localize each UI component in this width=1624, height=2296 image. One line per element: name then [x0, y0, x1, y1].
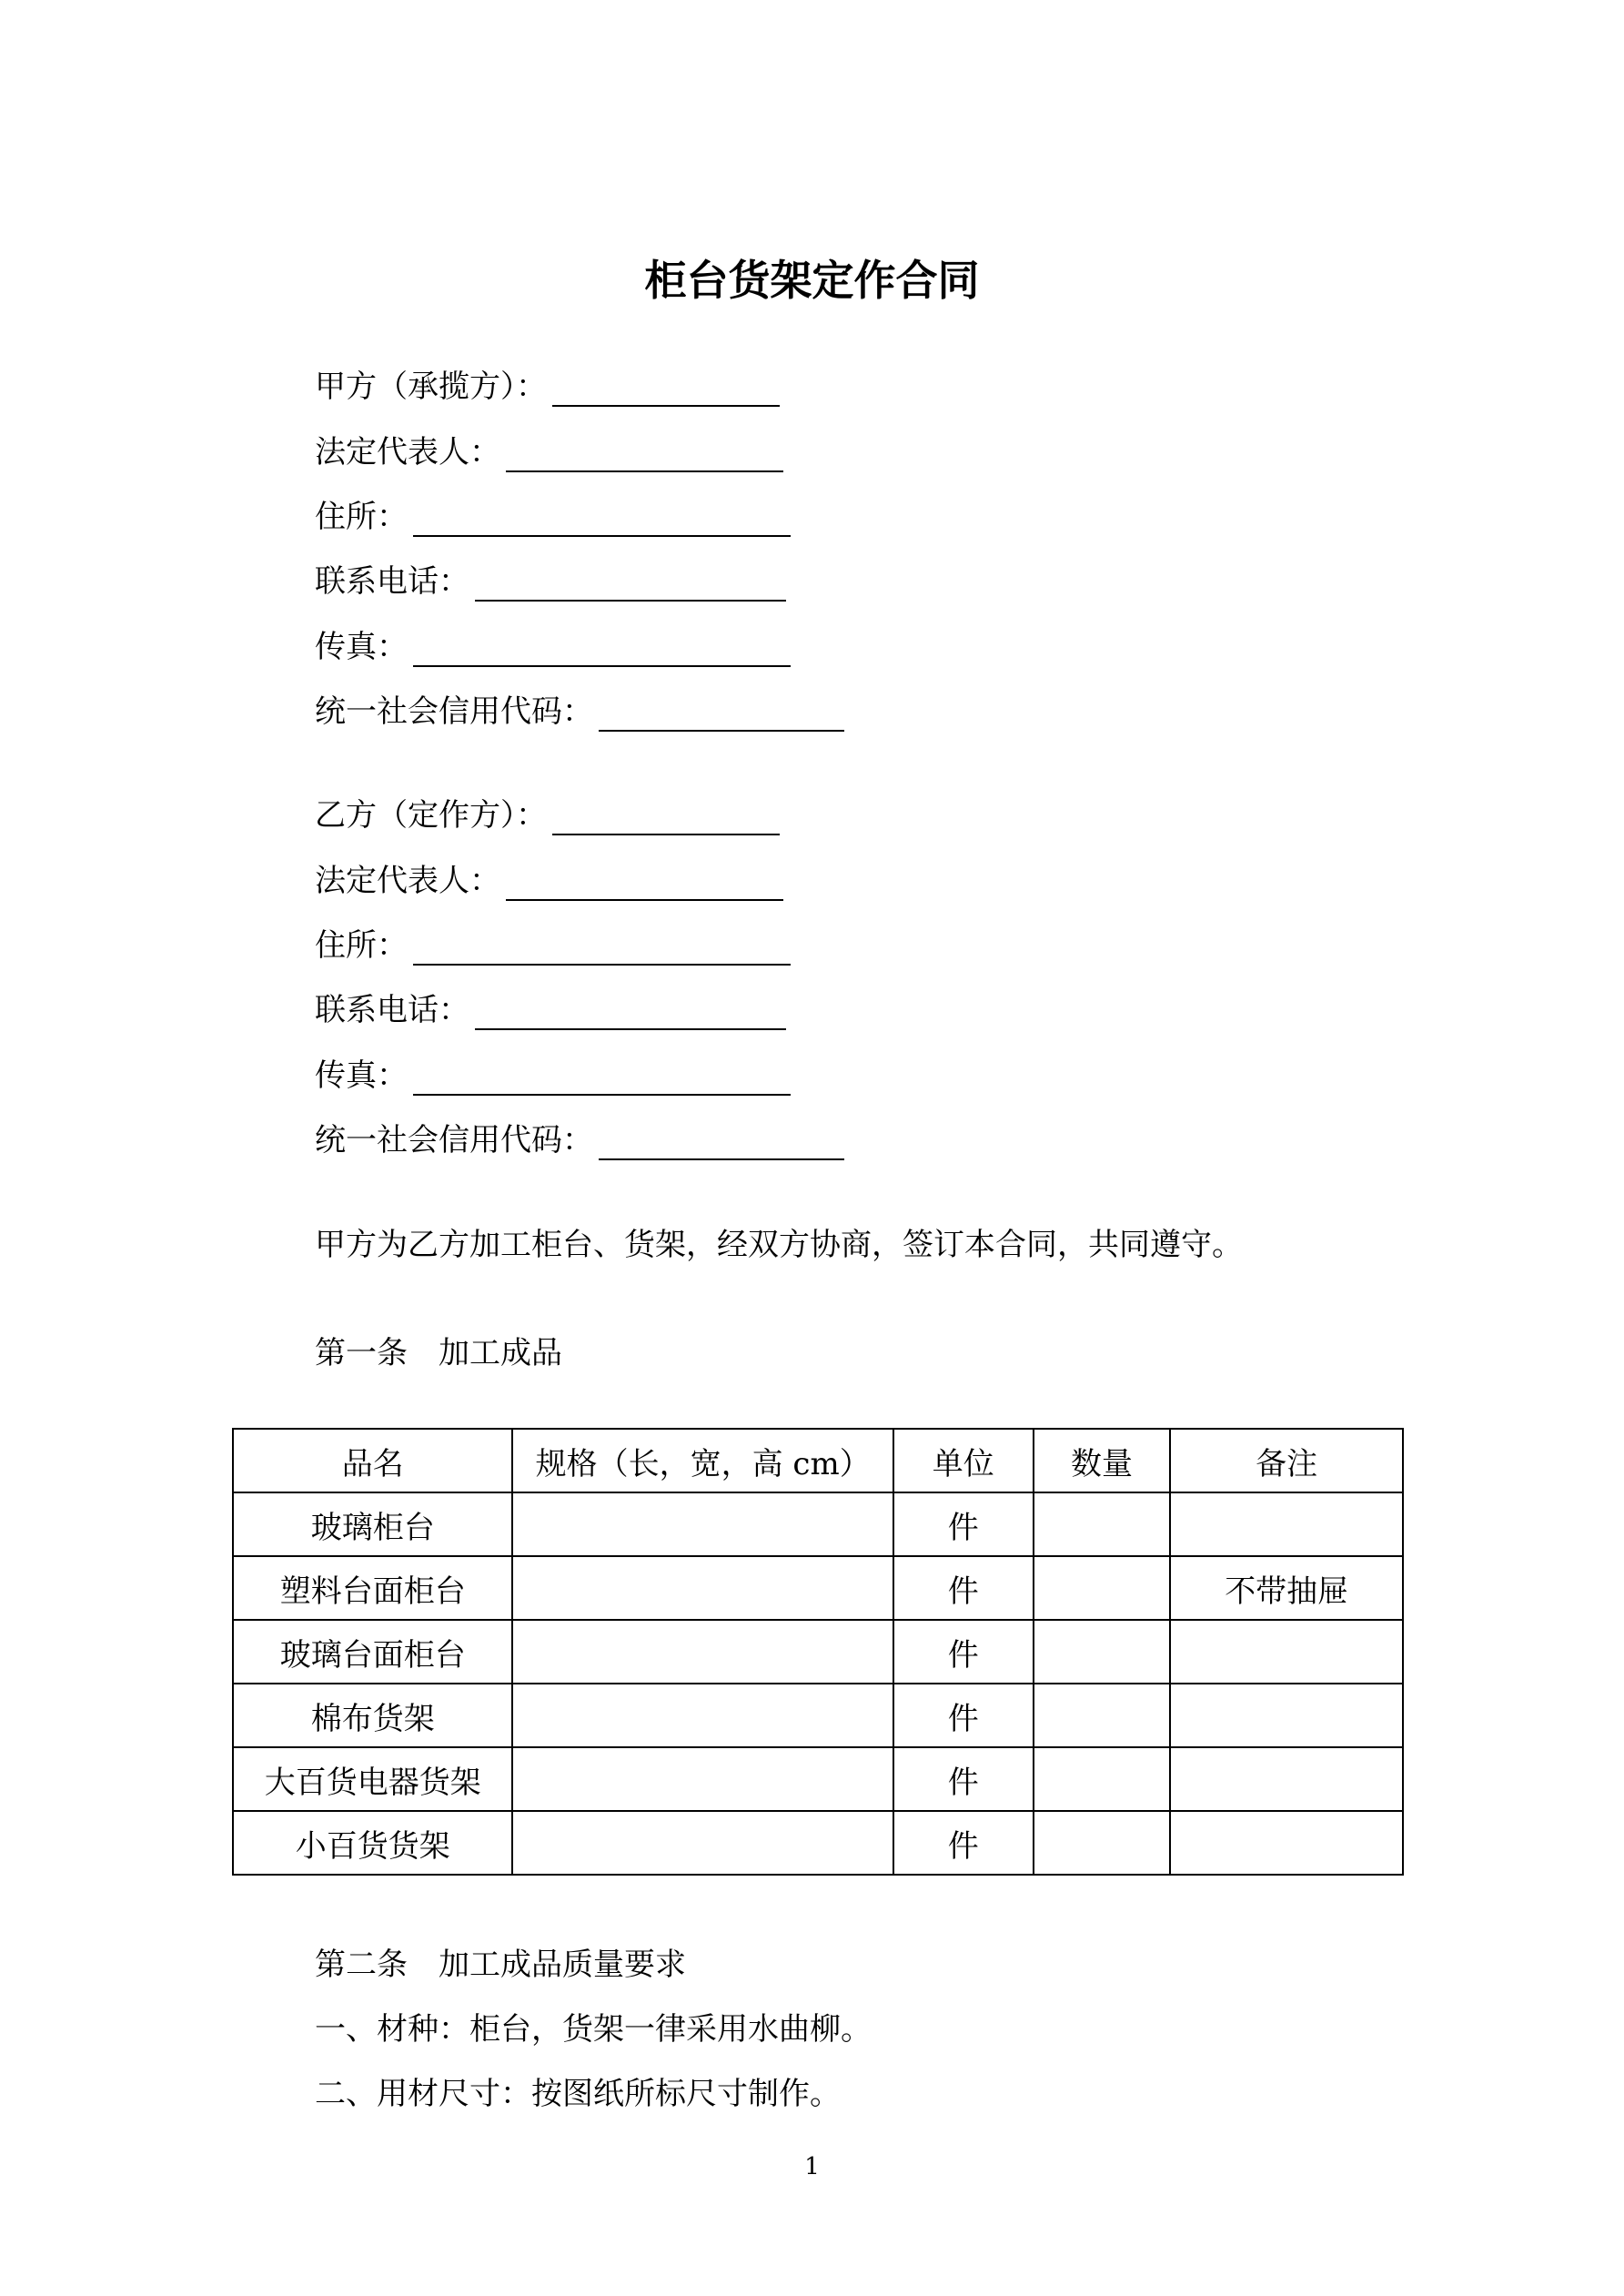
cell[interactable]	[1034, 1620, 1171, 1684]
cell: 棉布货架	[233, 1684, 512, 1747]
header-cell: 单位	[893, 1429, 1034, 1492]
header-cell: 数量	[1034, 1429, 1171, 1492]
party-b-address	[315, 925, 791, 966]
cell[interactable]	[1034, 1492, 1171, 1556]
label: 传真：	[315, 629, 408, 665]
article-1-heading: 第一条 加工成品	[315, 1335, 562, 1371]
label: 法定代表人：	[315, 863, 500, 899]
table-row	[233, 1492, 1403, 1556]
cell: 件	[893, 1556, 1034, 1620]
label: 联系电话：	[315, 992, 469, 1028]
label: 联系电话：	[315, 563, 469, 600]
blank-field[interactable]	[506, 440, 783, 472]
blank-field[interactable]	[475, 569, 786, 602]
cell: 件	[893, 1492, 1034, 1556]
table-header-row	[233, 1429, 1403, 1492]
party-b-rep	[315, 861, 783, 901]
label: 住所：	[315, 499, 408, 535]
cell[interactable]	[512, 1684, 893, 1747]
label: 甲方（承揽方）：	[315, 369, 547, 405]
cell[interactable]	[512, 1620, 893, 1684]
cell[interactable]	[512, 1811, 893, 1875]
table-row	[233, 1684, 1403, 1747]
party-a-rep	[315, 432, 783, 472]
label: 乙方（定作方）：	[315, 797, 547, 834]
blank-field[interactable]	[475, 997, 786, 1030]
cell[interactable]	[1034, 1747, 1171, 1811]
page-number: 1	[804, 2153, 820, 2180]
table-row	[233, 1620, 1403, 1684]
cell[interactable]	[1170, 1492, 1403, 1556]
cell: 玻璃台面柜台	[233, 1620, 512, 1684]
blank-field[interactable]	[506, 868, 783, 901]
cell: 件	[893, 1747, 1034, 1811]
cell: 塑料台面柜台	[233, 1556, 512, 1620]
cell: 件	[893, 1620, 1034, 1684]
label: 统一社会信用代码：	[315, 693, 593, 730]
cell[interactable]	[1034, 1684, 1171, 1747]
article-2-heading: 第二条 加工成品质量要求	[315, 1947, 686, 1983]
header-cell: 规格（长，宽，高 cm）	[512, 1429, 893, 1492]
party-b-name	[315, 795, 780, 835]
label: 住所：	[315, 927, 408, 964]
cell[interactable]: 不带抽屉	[1170, 1556, 1403, 1620]
header-cell: 备注	[1170, 1429, 1403, 1492]
label: 传真：	[315, 1057, 408, 1094]
blank-field[interactable]	[599, 1128, 844, 1160]
cell[interactable]	[1170, 1684, 1403, 1747]
label: 统一社会信用代码：	[315, 1122, 593, 1158]
blank-field[interactable]	[552, 803, 780, 835]
party-a-phone	[315, 561, 786, 602]
blank-field[interactable]	[552, 374, 780, 407]
table-row	[233, 1747, 1403, 1811]
party-a-address	[315, 497, 791, 537]
clause-dimensions: 二、用材尺寸：按图纸所标尺寸制作。	[315, 2076, 841, 2112]
blank-field[interactable]	[413, 933, 791, 966]
cell[interactable]	[512, 1492, 893, 1556]
cell[interactable]	[1034, 1811, 1171, 1875]
label: 法定代表人：	[315, 434, 500, 470]
document-title: 柜台货架定作合同	[644, 256, 980, 305]
blank-field[interactable]	[413, 634, 791, 667]
party-b-phone	[315, 990, 786, 1030]
cell[interactable]	[1170, 1747, 1403, 1811]
cell[interactable]	[1034, 1556, 1171, 1620]
cell[interactable]	[1170, 1811, 1403, 1875]
blank-field[interactable]	[413, 504, 791, 537]
products-table	[232, 1428, 1404, 1876]
cell[interactable]	[1170, 1620, 1403, 1684]
intro-paragraph: 甲方为乙方加工柜台、货架，经双方协商，签订本合同，共同遵守。	[315, 1227, 1243, 1263]
cell[interactable]	[512, 1556, 893, 1620]
party-a-name	[315, 367, 780, 407]
cell[interactable]	[512, 1747, 893, 1811]
cell: 大百货电器货架	[233, 1747, 512, 1811]
table-row	[233, 1556, 1403, 1620]
blank-field[interactable]	[413, 1063, 791, 1096]
cell: 小百货货架	[233, 1811, 512, 1875]
party-b-credit-code	[315, 1120, 844, 1160]
party-a-credit-code	[315, 692, 844, 732]
party-b-fax	[315, 1056, 791, 1096]
cell: 件	[893, 1684, 1034, 1747]
blank-field[interactable]	[599, 699, 844, 732]
clause-material: 一、材种：柜台，货架一律采用水曲柳。	[315, 2011, 872, 2048]
table-row	[233, 1811, 1403, 1875]
cell: 件	[893, 1811, 1034, 1875]
party-a-fax	[315, 627, 791, 667]
header-cell: 品名	[233, 1429, 512, 1492]
cell: 玻璃柜台	[233, 1492, 512, 1556]
